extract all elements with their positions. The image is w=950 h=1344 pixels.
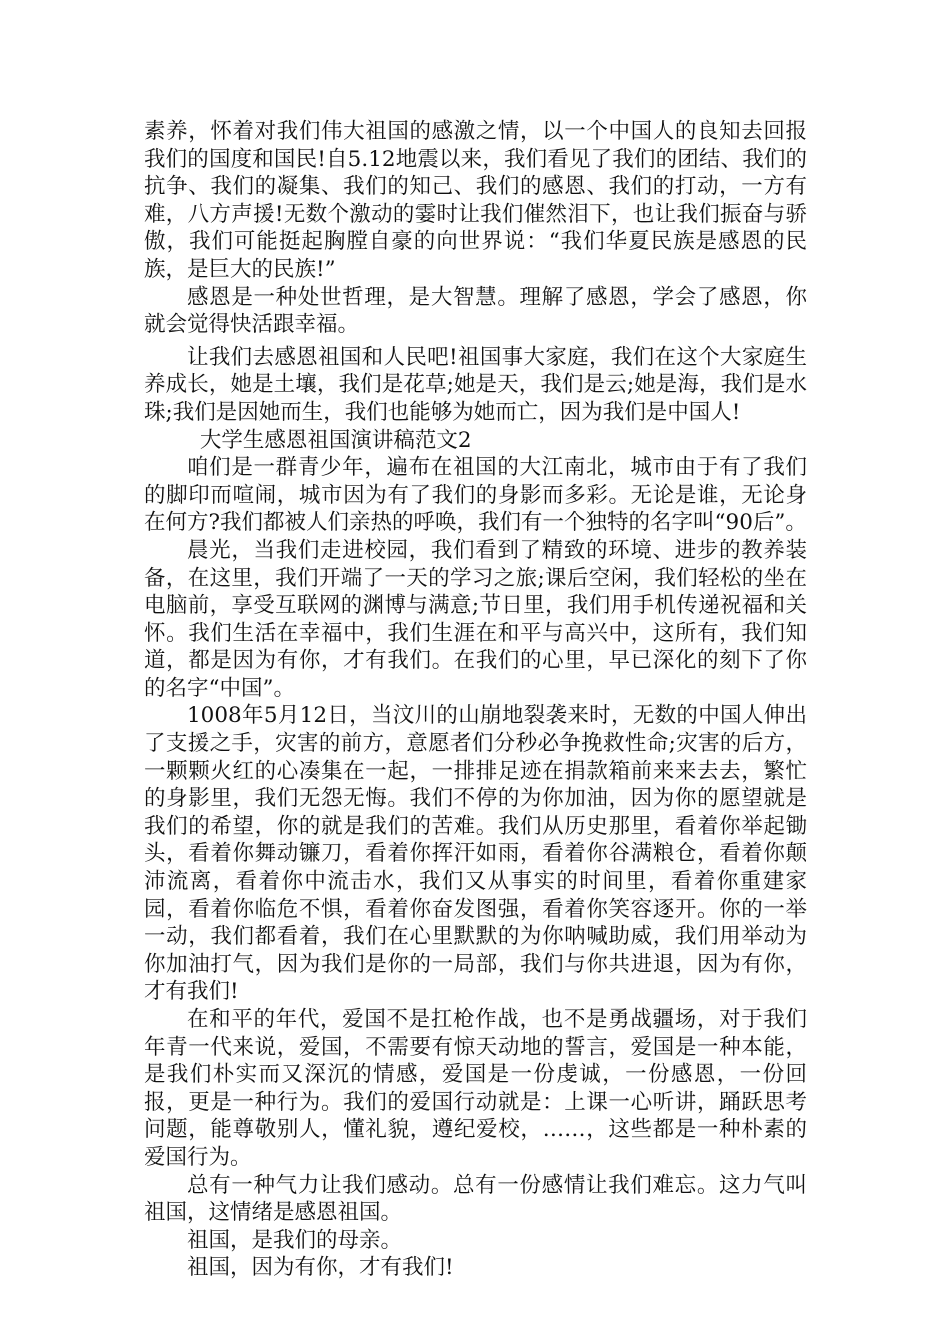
paragraph-8: 总有一种气力让我们感动。总有一份感情让我们难忘。这力气叫祖国，这情绪是感恩祖国。 <box>144 1172 807 1226</box>
paragraph-2: 感恩是一种处世哲理，是大智慧。理解了感恩，学会了感恩，你就会觉得快活跟幸福。 <box>144 284 807 338</box>
paragraph-5: 晨光，当我们走进校园，我们看到了精致的环境、进步的教养装备，在这里，我们开端了一天的学习之旅;课后空闲，我们轻松的坐在电脑前，享受互联网的渊博与满意;节日里，我们用手机传递祝福和关怀。我们生活在幸福中，我们生涯在和平与高兴中，这所有，我们知道，都是因为有你，才有我们。在我们的心里，早已深化的刻下了你的名字“中国”。 <box>144 537 807 701</box>
paragraph-9: 祖国，是我们的母亲。 <box>187 1227 403 1253</box>
document-page <box>144 118 807 1282</box>
paragraph-1: 素养，怀着对我们伟大祖国的感激之情，以一个中国人的良知去回报我们的国度和国民!自5.12地震以来，我们看见了我们的团结、我们的抗争、我们的凝集、我们的知己、我们的感恩、我们的打动，一方有难，八方声援!无数个激动的霎时让我们催然泪下，也让我们振奋与骄傲，我们可能挺起胸膛自豪的向世界说：“我们华夏民族是感恩的民族，是巨大的民族!” <box>144 119 807 282</box>
paragraph-3: 让我们去感恩祖国和人民吧!祖国事大家庭，我们在这个大家庭生养成长，她是土壤，我们是花草;她是天，我们是云;她是海，我们是水珠;我们是因她而生，我们也能够为她而亡，因为我们是中国人! <box>144 344 807 425</box>
paragraph-10: 祖国，因为有你，才有我们! <box>187 1255 454 1281</box>
paragraph-6: 1008年5月12日，当汶川的山崩地裂袭来时，无数的中国人伸出了支援之手，灾害的前方，意愿者们分秒必争挽救性命;灾害的后方，一颗颗火红的心凑集在一起，一排排足迹在捐款箱前来来去去，繁忙的身影里，我们无怨无悔。我们不停的为你加油，因为你的愿望就是我们的希望，你的就是我们的苦难。我们从历史那里，看着你举起锄头，看着你舞动镰刀，看着你挥汗如雨，看着你谷满粮仓，看着你颠沛流离，看着你中流击水，我们又从事实的时间里，看着你重建家园，看着你临危不惧，看着你奋发图强，看着你笑容逐开。你的一举一动，我们都看着，我们在心里默默的为你呐喊助威，我们用举动为你加油打气，因为我们是你的一局部，我们与你共进退，因为有你，才有我们! <box>144 703 807 1005</box>
paragraph-7: 在和平的年代，爱国不是扛枪作战，也不是勇战疆场，对于我们年青一代来说，爱国，不需要有惊天动地的誓言，爱国是一种本能，是我们朴实而又深沉的情感，爱国是一份虔诚，一份感恩，一份回报，更是一种行为。我们的爱国行动就是：上课一心听讲，踊跃思考问题，能尊敬别人，懂礼貌，遵纪爱校，……，这些都是一种朴素的爱国行为。 <box>144 1007 807 1170</box>
section-heading: 大学生感恩祖国演讲稿范文2 <box>199 427 472 453</box>
paragraph-4: 咱们是一群青少年，遍布在祖国的大江南北，城市由于有了我们的脚印而喧闹，城市因为有了我们的身影而多彩。无论是谁，无论身在何方?我们都被人们亲热的呼唤，我们有一个独特的名字叫“90后”。 <box>144 455 807 536</box>
